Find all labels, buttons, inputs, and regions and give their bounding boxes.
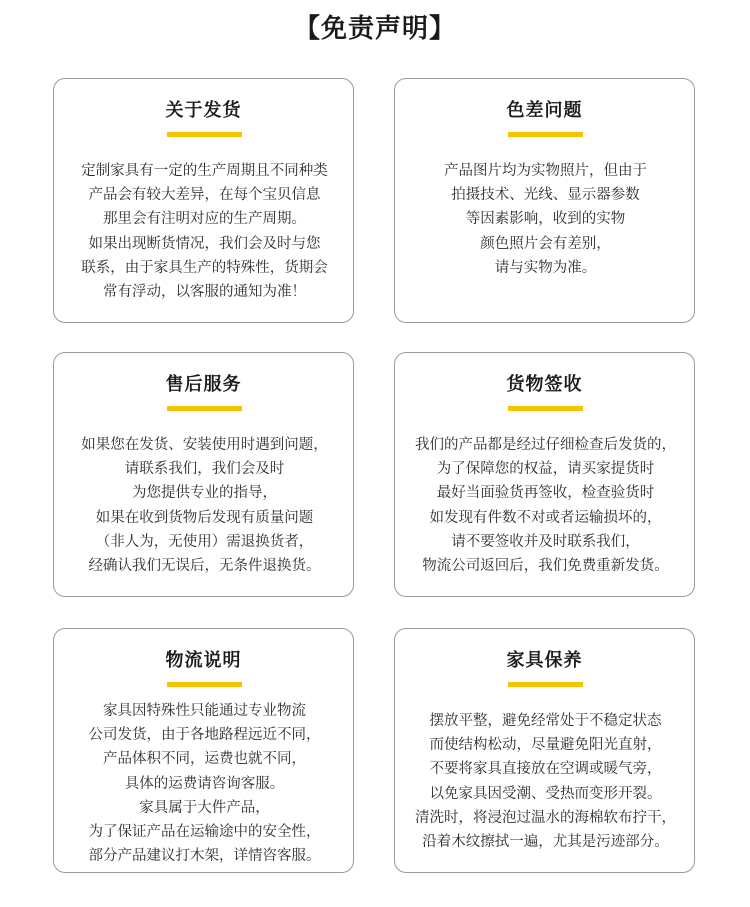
card-title: 货物签收 (506, 374, 583, 395)
card-line: 为了保障您的权益，请买家提货时 (436, 461, 655, 478)
card-line: 以免家具因受潮、受热而变形开裂。 (429, 785, 662, 802)
card-line: 经确认我们无误后，无条件退换货。 (88, 558, 321, 575)
card-line: 为了保证产品在运输途中的安全性， (88, 824, 321, 841)
card-line: 等因素影响，收到的实物 (465, 211, 626, 228)
card-line: 家具属于大件产品， (139, 799, 270, 816)
card-title: 关于发货 (165, 100, 242, 121)
card-line: 公司发货，由于各地路程远近不同， (88, 727, 321, 744)
page-title: 【免责声明】 (293, 14, 456, 44)
card-color-difference (394, 78, 695, 323)
card-title: 售后服务 (165, 374, 242, 395)
card-line: 产品图片均为实物照片，但由于 (444, 163, 647, 179)
card-line: 请与实物为准。 (494, 259, 597, 276)
card-line: 那里会有注明对应的生产周期。 (103, 211, 306, 228)
card-shipping (53, 78, 354, 323)
card-line: 产品体积不同，运费也就不同， (103, 751, 306, 768)
card-line: 颜色照片会有差别， (480, 235, 611, 252)
card-line: 定制家具有一定的生产周期且不同种类 (81, 163, 328, 179)
card-line: 如发现有件数不对或者运输损坏的， (429, 509, 662, 526)
title-underline (508, 682, 583, 687)
card-furniture-care (394, 628, 695, 873)
card-line: 我们的产品都是经过仔细检查后发货的， (415, 437, 676, 453)
title-underline (167, 406, 242, 411)
title-underline (508, 406, 583, 411)
card-title: 色差问题 (506, 100, 583, 121)
card-body (60, 159, 349, 304)
title-underline (167, 682, 242, 687)
card-line: 产品会有较大差异，在每个宝贝信息 (88, 187, 321, 204)
card-line: 请联系我们，我们会及时 (124, 461, 285, 478)
card-body (60, 433, 349, 578)
card-line: 沿着木纹擦拭一遍，尤其是污迹部分。 (422, 834, 669, 851)
card-line: 部分产品建议打木架，详情咨客服。 (88, 848, 321, 865)
card-line: 联系，由于家具生产的特殊性，货期会 (81, 259, 328, 276)
card-line: 拍摄技术、光线、显示器参数 (451, 187, 640, 204)
card-line: 最好当面验货再签收，检查验货时 (436, 485, 655, 502)
card-body (401, 709, 690, 854)
card-body (401, 159, 690, 280)
card-line: 具体的运费请咨询客服。 (124, 775, 285, 792)
card-line: 如果您在发货、安装使用时遇到问题， (81, 437, 328, 453)
card-line: 而使结构松动，尽量避免阳光直射， (429, 737, 662, 754)
card-logistics (53, 628, 354, 873)
card-line: 不要将家具直接放在空调或暖气旁， (429, 761, 662, 778)
card-line: 常有浮动，以客服的通知为准！ (103, 284, 306, 301)
card-after-sales (53, 352, 354, 597)
card-line: 物流公司返回后，我们免费重新发货。 (422, 558, 669, 575)
title-underline (508, 132, 583, 137)
card-delivery-signoff (394, 352, 695, 597)
card-line: 家具因特殊性只能通过专业物流 (103, 703, 306, 719)
card-title: 家具保养 (506, 650, 583, 671)
card-line: 摆放平整，避免经常处于不稳定状态 (429, 713, 662, 729)
title-underline (167, 132, 242, 137)
card-body (60, 699, 349, 868)
card-line: 如果在收到货物后发现有质量问题 (95, 509, 314, 526)
card-body (401, 433, 690, 578)
card-line: 为您提供专业的指导， (132, 485, 277, 502)
card-line: 清洗时，将浸泡过温水的海棉软布拧干， (415, 809, 676, 826)
card-title: 物流说明 (165, 650, 242, 671)
card-line: 如果出现断货情况，我们会及时与您 (88, 235, 321, 252)
card-line: （非人为，无使用）需退换货者， (95, 533, 314, 550)
card-line: 请不要签收并及时联系我们， (451, 533, 640, 550)
